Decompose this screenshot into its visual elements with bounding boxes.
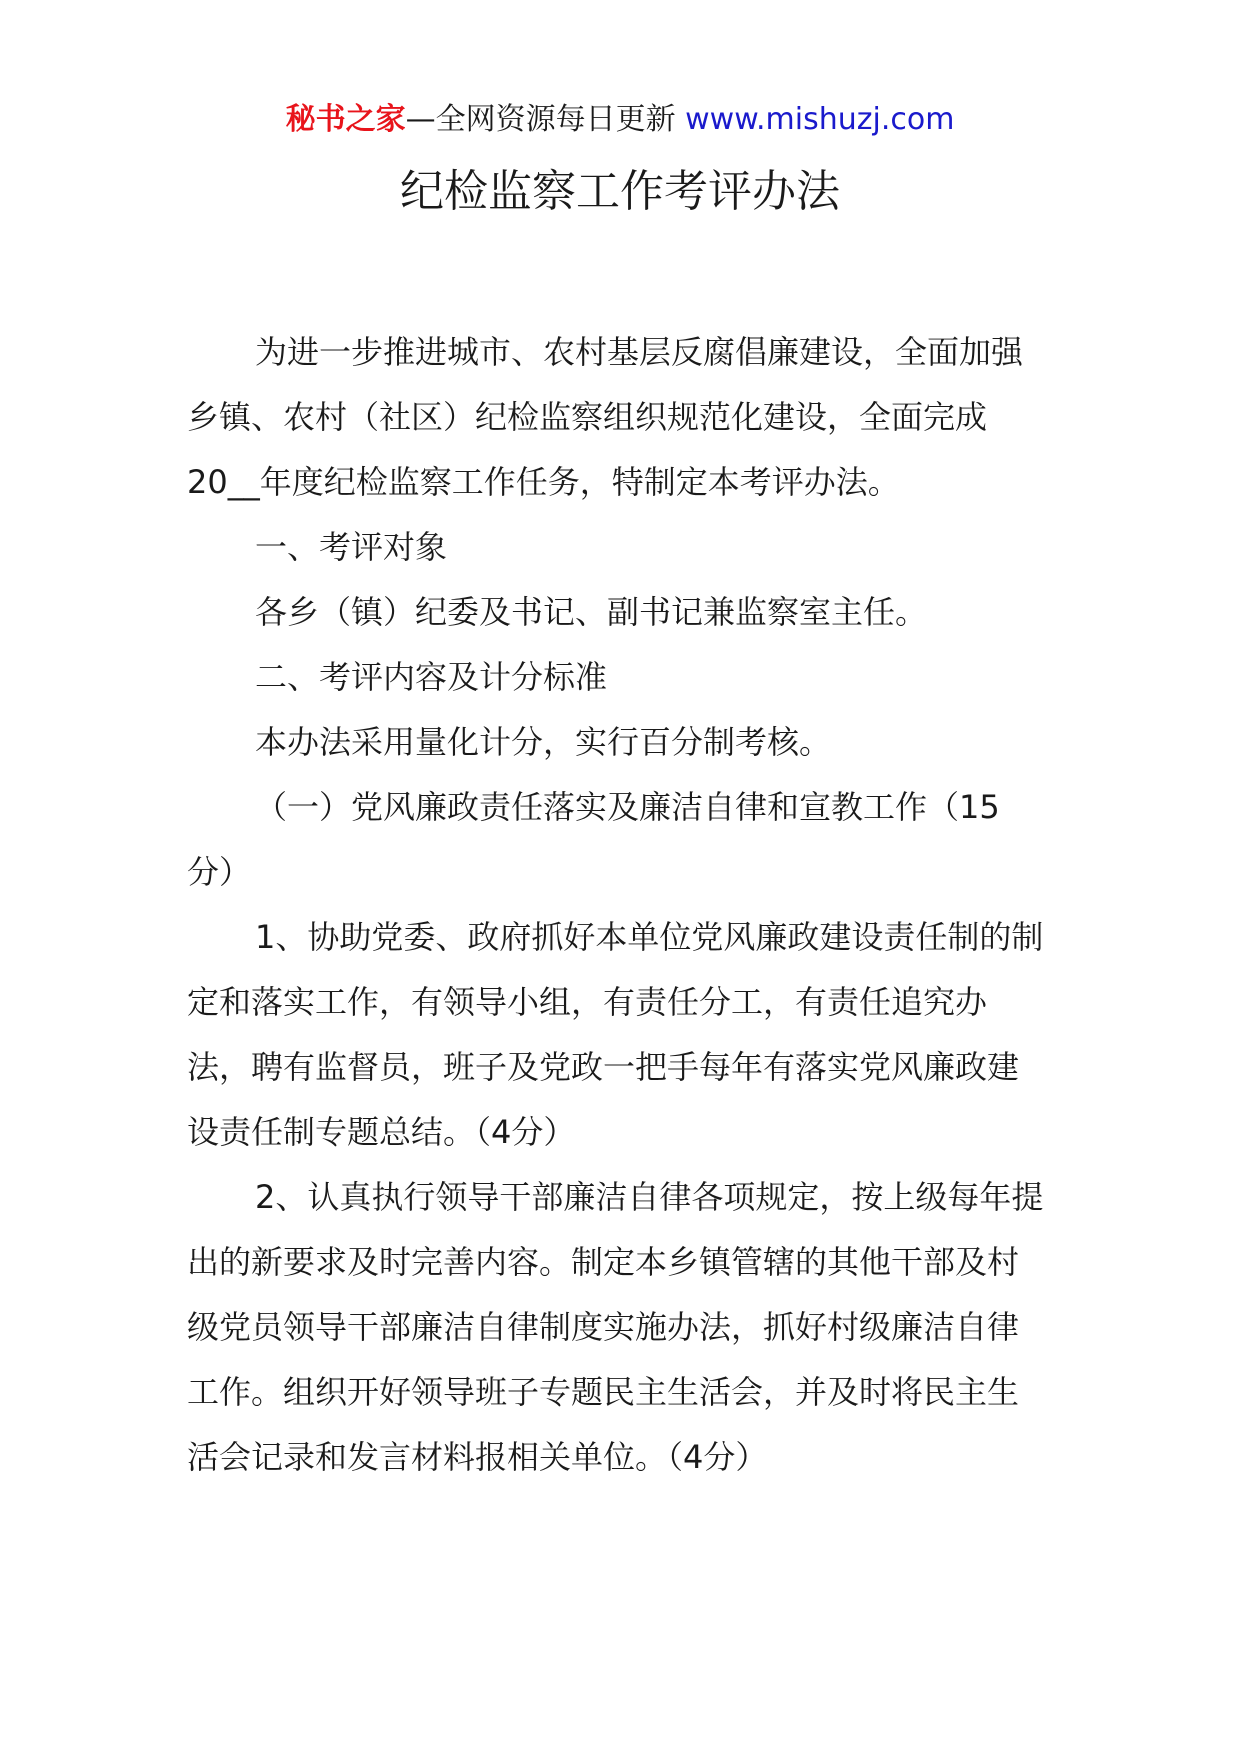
site-header: [0, 100, 1240, 140]
clause-paragraph: 1、协助党委、政府抓好本单位党风廉政建设责任制的制定和落实工作，有领导小组，有责任分工，有责任追究办法，聘有监督员，班子及党政一把手每年有落实党风廉政建设责任制专题总结。（4分）: [187, 918, 1044, 1151]
site-url-link[interactable]: www.mishuzj.com: [685, 102, 955, 137]
body-paragraph: 各乡（镇）纪委及书记、副书记兼监察室主任。: [255, 593, 928, 631]
section-heading: 一、考评对象: [255, 528, 448, 566]
document-title: 纪检监察工作考评办法: [400, 166, 840, 217]
intro-paragraph: 为进一步推进城市、农村基层反腐倡廉建设，全面加强乡镇、农村（社区）纪检监察组织规范化建设，全面完成20__年度纪检监察工作任务，特制定本考评办法。: [187, 333, 1024, 501]
document-body: [187, 320, 1047, 1490]
brand-name: 秘书之家: [285, 102, 406, 137]
subsection-heading: （一）党风廉政责任落实及廉洁自律和宣教工作（15分）: [187, 788, 1000, 891]
header-tagline: —全网资源每日更新: [405, 102, 676, 137]
body-paragraph: 本办法采用量化计分，实行百分制考核。: [255, 723, 832, 761]
section-heading: 二、考评内容及计分标准: [255, 658, 608, 696]
clause-paragraph: 2、认真执行领导干部廉洁自律各项规定，按上级每年提出的新要求及时完善内容。制定本乡镇管辖的其他干部及村级党员领导干部廉洁自律制度实施办法，抓好村级廉洁自律工作。组织开好领导班子专题民主生活会，并及时将民主生活会记录和发言材料报相关单位。（4分）: [187, 1178, 1044, 1476]
